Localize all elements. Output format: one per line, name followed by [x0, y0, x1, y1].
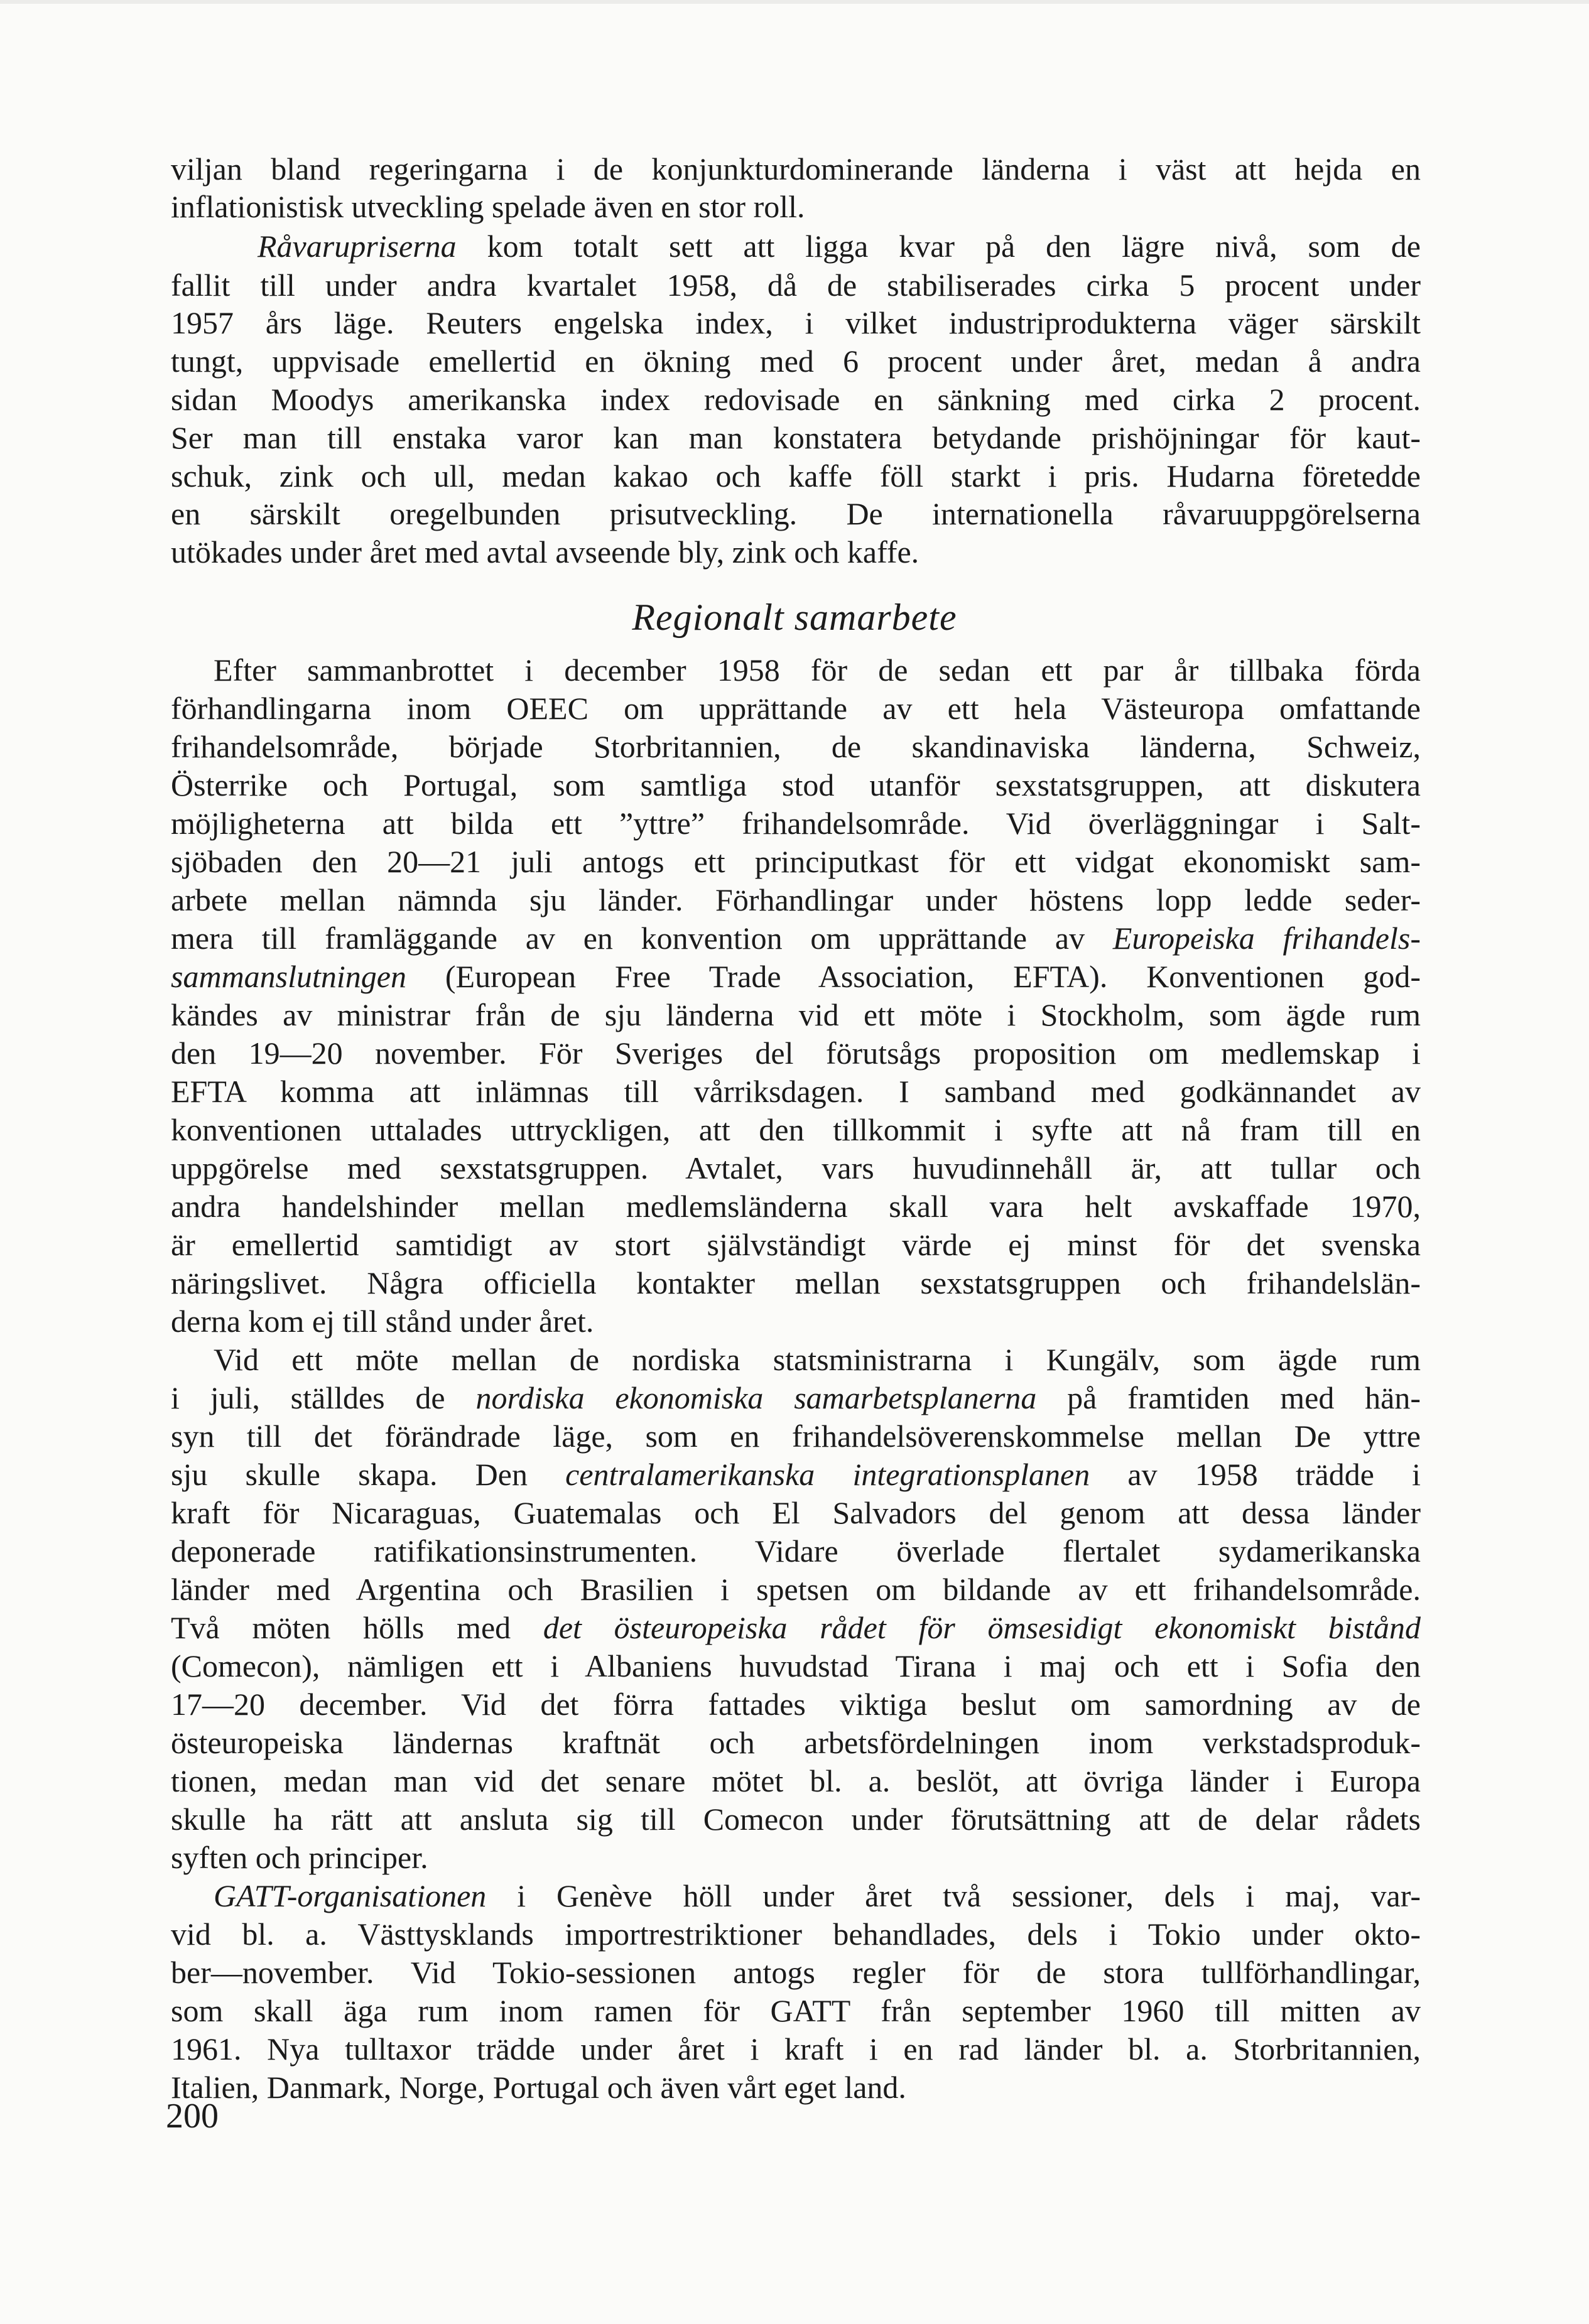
- text-line: [171, 1494, 1421, 1531]
- text-line: [171, 151, 1421, 187]
- text-line: [171, 1609, 1421, 1646]
- line-text: förhandlingarna inom OEEC om upprättande av ett hela Västeuropa omfattande: [171, 691, 1421, 726]
- line-text: konventionen uttalades uttryckligen, att den tillkommit i syfte att nå fram till en: [171, 1112, 1421, 1147]
- line-text: uppgörelse med sexstatsgruppen. Avtalet, vars huvudinnehåll är, att tullar och: [171, 1150, 1421, 1186]
- line-text: 1957 års läge. Reuters engelska index, i vilket industriprodukterna väger särskilt: [171, 305, 1421, 340]
- text-line: [171, 1724, 1421, 1761]
- page-number: 200: [166, 2097, 219, 2136]
- line-text: sidan Moodys amerikanska index redovisade en sänkning med cirka 2 procent.: [171, 382, 1421, 417]
- text-line: [171, 1571, 1421, 1608]
- section-heading: Regionalt samarbete: [632, 597, 957, 638]
- italic-text: GATT-organisationen: [214, 1878, 487, 1913]
- line-text: den 19—20 november. För Sveriges del förutsågs proposition om medlemskap i: [171, 1035, 1421, 1071]
- text-line: [171, 1686, 1421, 1722]
- text-line: [171, 534, 919, 570]
- text-line: [171, 805, 1421, 841]
- text-line: [171, 267, 1421, 303]
- text-line: [171, 1265, 1421, 1301]
- line-text: syn till det förändrade läge, som en frihandelsöverenskommelse mellan De yttre: [171, 1419, 1421, 1454]
- line-text: Två möten hölls med: [171, 1610, 543, 1645]
- text-line: [171, 1418, 1421, 1454]
- text-line: [171, 188, 805, 225]
- line-text: en särskilt oregelbunden prisutveckling. De internationella råvaruuppgörelserna: [171, 496, 1421, 531]
- line-text: på framtiden med hän-: [1036, 1380, 1421, 1415]
- line-text: viljan bland regeringarna i de konjunkturdominerande länderna i väst att hejda en: [171, 151, 1421, 186]
- text-line: [171, 1648, 1421, 1684]
- text-line: [171, 419, 1421, 456]
- text-line: [171, 305, 1421, 341]
- text-line: [171, 381, 1421, 418]
- line-text: sju skulle skapa. Den: [171, 1457, 566, 1492]
- line-text: Efter sammanbrottet i december 1958 för de sedan ett par år tillbaka förda: [214, 652, 1421, 688]
- text-line: [171, 1992, 1421, 2029]
- line-text: tungt, uppvisade emellertid en ökning med 6 procent under året, medan å andra: [171, 343, 1421, 379]
- line-text: Italien, Danmark, Norge, Portugal och även vårt eget land.: [171, 2070, 906, 2105]
- line-text: vid bl. a. Västtysklands importrestriktioner behandlades, dels i Tokio under okto-: [171, 1916, 1421, 1952]
- text-line: [171, 343, 1421, 379]
- text-line: [171, 2031, 1421, 2067]
- text-line: [171, 1035, 1421, 1071]
- line-text: derna kom ej till stånd under året.: [171, 1304, 594, 1339]
- italic-text: nordiska ekonomiska samarbetsplanerna: [475, 1380, 1037, 1415]
- text-line: [171, 495, 1421, 532]
- text-line: [171, 1380, 1421, 1416]
- text-line: [171, 997, 1421, 1033]
- italic-text: Råvarupriserna: [258, 229, 457, 264]
- line-text: tionen, medan man vid det senare mötet bl. a. beslöt, att övriga länder i Europa: [171, 1763, 1421, 1798]
- text-line: [171, 1839, 428, 1876]
- text-line: [171, 1150, 1421, 1186]
- line-text: skulle ha rätt att ansluta sig till Comecon under förutsättning att de delar rådets: [171, 1802, 1421, 1837]
- text-line: [171, 1763, 1421, 1799]
- line-text: deponerade ratifikationsinstrumenten. Vidare överlade flertalet sydamerikanska: [171, 1533, 1421, 1569]
- line-text: 1961. Nya tulltaxor trädde under året i kraft i en rad länder bl. a. Storbritannien,: [171, 2031, 1421, 2067]
- line-text: näringslivet. Några officiella kontakter mellan sexstatsgruppen och frihandelslän-: [171, 1265, 1421, 1300]
- italic-text: Europeiska frihandels-: [1112, 921, 1421, 956]
- text-line: [171, 843, 1421, 880]
- text-line: [214, 1341, 1421, 1378]
- text-line: [171, 1226, 1421, 1263]
- line-text: fallit till under andra kvartalet 1958, då de stabiliserades cirka 5 procent under: [171, 268, 1421, 303]
- line-text: syften och principer.: [171, 1840, 428, 1875]
- italic-text: centralamerikanska integrationsplanen: [565, 1457, 1090, 1492]
- line-text: kändes av ministrar från de sju länderna vid ett möte i Stockholm, som ägde rum: [171, 997, 1421, 1032]
- line-text: möjligheterna att bilda ett ”yttre” frihandelsområde. Vid överläggningar i Salt-: [171, 806, 1421, 841]
- line-text: i Genève höll under året två sessioner, dels i maj, var-: [486, 1878, 1421, 1913]
- text-line: [171, 1073, 1421, 1110]
- italic-text: sammanslutningen: [171, 959, 406, 994]
- line-text: (Comecon), nämligen ett i Albaniens huvudstad Tirana i maj och ett i Sofia den: [171, 1648, 1421, 1684]
- text-line: [171, 1954, 1421, 1991]
- line-text: länder med Argentina och Brasilien i spetsen om bildande av ett frihandelsområde.: [171, 1572, 1421, 1607]
- line-text: frihandelsområde, började Storbritannien, de skandinaviska länderna, Schweiz,: [171, 729, 1421, 764]
- line-text: ber—november. Vid Tokio-sessionen antogs regler för de stora tullförhandlingar,: [171, 1955, 1421, 1990]
- text-line: [171, 1303, 594, 1339]
- text-line: [258, 228, 1421, 264]
- text-line: [214, 652, 1421, 688]
- line-text: sjöbaden den 20—21 juli antogs ett principutkast för ett vidgat ekonomiskt sam-: [171, 844, 1421, 879]
- line-text: är emellertid samtidigt av stort självständigt värde ej minst för det svenska: [171, 1227, 1421, 1262]
- text-line: [171, 2069, 906, 2105]
- line-text: Österrike och Portugal, som samtliga stod utanför sexstatsgruppen, att diskutera: [171, 767, 1421, 803]
- italic-text: det östeuropeiska rådet för ömsesidigt ekonomiskt bistånd: [543, 1610, 1421, 1645]
- text-line: [171, 1533, 1421, 1569]
- line-text: inflationistisk utveckling spelade även en stor roll.: [171, 189, 805, 224]
- text-line: [171, 958, 1421, 995]
- text-line: [171, 1916, 1421, 1952]
- line-text: EFTA komma att inlämnas till vårriksdagen. I samband med godkännandet av: [171, 1074, 1421, 1109]
- text-line: [171, 1188, 1421, 1224]
- text-line: [171, 767, 1421, 803]
- line-text: kraft för Nicaraguas, Guatemalas och El Salvadors del genom att dessa länder: [171, 1495, 1421, 1530]
- line-text: kom totalt sett att ligga kvar på den lägre nivå, som de: [456, 229, 1421, 264]
- text-line: [171, 458, 1421, 494]
- text-line: [171, 920, 1421, 956]
- text-line: [171, 1801, 1421, 1837]
- line-text: Vid ett möte mellan de nordiska statsministrarna i Kungälv, som ägde rum: [214, 1342, 1421, 1377]
- line-text: i juli, ställdes de: [171, 1380, 476, 1415]
- line-text: andra handelshinder mellan medlemsländerna skall vara helt avskaffade 1970,: [171, 1189, 1421, 1224]
- text-line: [171, 882, 1421, 918]
- line-text: 17—20 december. Vid det förra fattades viktiga beslut om samordning av de: [171, 1687, 1421, 1722]
- line-text: östeuropeiska ländernas kraftnät och arbetsfördelningen inom verkstadsproduk-: [171, 1725, 1421, 1760]
- line-text: mera till framläggande av en konvention om upprättande av: [171, 921, 1113, 956]
- text-line: [214, 1878, 1421, 1914]
- line-text: (European Free Trade Association, EFTA). Konventionen god-: [406, 959, 1421, 994]
- text-line: [171, 690, 1421, 727]
- line-text: utökades under året med avtal avseende bly, zink och kaffe.: [171, 534, 919, 570]
- line-text: som skall äga rum inom ramen för GATT från september 1960 till mitten av: [171, 1993, 1421, 2028]
- text-line: [171, 1456, 1421, 1493]
- text-line: [171, 728, 1421, 765]
- text-line: [171, 1111, 1421, 1148]
- line-text: schuk, zink och ull, medan kakao och kaffe föll starkt i pris. Hudarna företedde: [171, 458, 1421, 494]
- line-text: Ser man till enstaka varor kan man konstatera betydande prishöjningar för kaut-: [171, 420, 1421, 455]
- line-text: av 1958 trädde i: [1090, 1457, 1421, 1492]
- line-text: arbete mellan nämnda sju länder. Förhandlingar under höstens lopp ledde seder-: [171, 882, 1421, 917]
